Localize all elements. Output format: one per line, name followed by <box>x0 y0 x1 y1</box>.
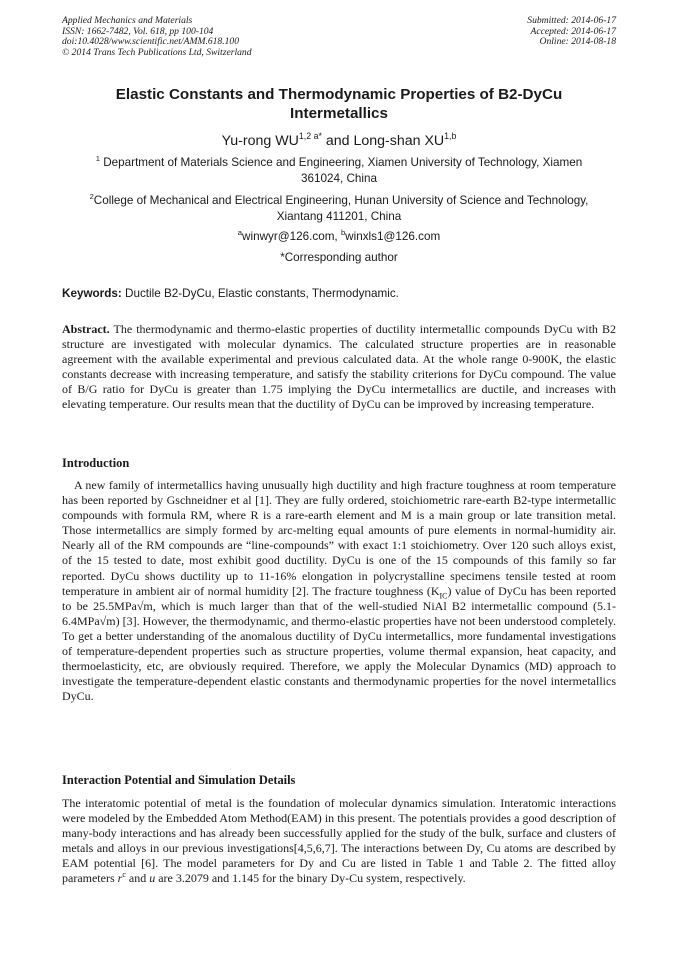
author-1: Yu-rong WU <box>221 133 299 149</box>
rc-superscript: c <box>122 870 126 880</box>
keywords-text: Ductile B2-DyCu, Elastic constants, Thermodynamic. <box>121 287 399 300</box>
author-2-affil: 1,b <box>444 131 457 141</box>
title-line-1: Elastic Constants and Thermodynamic Properties of B2-DyCu <box>115 86 563 103</box>
interaction-potential-heading: Interaction Potential and Simulation Details <box>62 773 296 787</box>
u-symbol: u <box>149 871 156 886</box>
interaction-text-1: The interatomic potential of metal is the foundation of molecular dynamics simulation. Interatomic interactions were modeled by the Embedded Atom Method(EAM) in this present. The potentials provides a good description of many-body interactions and has already been successfully applied for the study of the bulk, surface and clusters of metals and alloys in our previous investigations[4,5,6,7]. The interactions between Dy, Cu atoms are described by EAM potential [6]. The model parameters for Dy and Cu are listed in Table 1 and Table 2. The fitted alloy parameters <box>62 796 616 886</box>
author-conjunction: and <box>321 133 354 149</box>
accepted-date: Accepted: 2014-06-17 <box>530 25 616 37</box>
interaction-text-2: are 3.2079 and 1.145 for the binary Dy-Cu system, respectively. <box>155 871 466 886</box>
author-emails <box>62 229 616 245</box>
affiliation-1-line-2: 361024, China <box>300 172 378 185</box>
introduction-text-1: A new family of intermetallics having unusually high ductility and high fracture toughness at room temperature has been reported by Gschneidner et al [1]. They are fully ordered, stoichiometric rare-earth B2-type intermetallic compounds with formula RM, where R is a rare-earth element and M is a main group or late transition metal. Those intermetallics are simply formed by arc-melting equal amounts of pure elements in normal-humidity air. Nearly all of the RM compounds are “line-compounds” with exact 1:1 stoichiometry. Over 120 such alloys exist, of the 15 tested to date, most exhibit good ductility. DyCu is one of the 15 compounds of this family so far reported. DyCu shows ductility up to 11-16% elongation in polycrystalline specimens tensile tested at room temperature in ambient air of normal humidity [2]. The fracture toughness (K <box>62 478 616 598</box>
online-date: Online: 2014-08-18 <box>539 36 616 48</box>
affiliation-2 <box>62 193 616 225</box>
introduction-paragraph <box>62 478 616 704</box>
kic-subscript: IC <box>439 591 448 601</box>
keywords <box>62 287 399 301</box>
submission-dates <box>527 16 616 48</box>
affiliation-2-line-2: Xiantang 411201, China <box>276 210 402 223</box>
doi-line: doi:10.4028/www.scientific.net/AMM.618.100 <box>62 36 240 48</box>
author-2: Long-shan XU <box>353 133 445 149</box>
abstract-label: Abstract. <box>62 322 110 336</box>
affiliation-1 <box>62 155 616 187</box>
author-list <box>62 133 616 150</box>
affiliation-1-marker: 1 <box>95 154 100 163</box>
title-line-2: Intermetallics <box>290 105 388 122</box>
abstract <box>62 322 616 413</box>
email-b[interactable]: winxls1@126.com <box>345 230 441 243</box>
submitted-date: Submitted: 2014-06-17 <box>527 15 616 26</box>
keywords-label: Keywords: <box>62 287 122 300</box>
journal-info <box>62 16 252 58</box>
affiliation-1-line-1: Department of Materials Science and Engineering, Xiamen University of Technology, Xiamen <box>99 156 583 169</box>
affiliation-2-line-1: College of Mechanical and Electrical Engineering, Hunan University of Science and Technology, <box>93 194 589 207</box>
interaction-potential-paragraph <box>62 796 616 887</box>
and-word: and <box>125 871 150 886</box>
issn-line: ISSN: 1662-7482, Vol. 618, pp 100-104 <box>62 25 214 37</box>
email-a[interactable]: winwyr@126.com, <box>242 230 341 243</box>
paper-title <box>62 85 616 123</box>
abstract-text: The thermodynamic and thermo-elastic properties of ductility intermetallic compounds DyCu with B2 structure are investigated with molecular dynamics. The calculated structure properties are in reasonable agreement with the available experimental and previous calculated data. At the whole range 0-900K, the elastic constants decrease with increasing temperature, and satisfy the stability criterions for DyCu compound. The value of B/G ratio for DyCu is greater than 1.75 implying the DyCu intermetallics are ductile, and increases with elevating temperature. Our results mean that the ductility of DyCu can be improved by increasing temperature. <box>62 322 616 412</box>
introduction-text-2: ) value of DyCu has been reported to be 25.5MPa√m, which is much larger than that of the well-studied NiAl B2 intermetallic compound (5.1-6.4MPa√m) [3]. However, the thermodynamic, and thermo-elastic properties have not been understood completely. To get a better understanding of the anomalous ductility of DyCu intermetallics, more fundamental investigations of temperature-dependent properties such as structure properties, volume thermal expansion, heat capacity, and thermoelasticity, etc, are obviously required. Therefore, we apply the Molecular Dynamics (MD) approach to investigate the temperature-dependent elastic constants and thermodynamic properties for the novel intermetallics DyCu. <box>62 583 616 704</box>
email-b-marker: b <box>340 228 346 237</box>
email-a-marker: a <box>237 228 243 237</box>
author-1-affil: 1,2 a* <box>298 131 322 141</box>
rc-symbol: r <box>117 871 123 886</box>
corresponding-author-note: *Corresponding author <box>280 251 398 264</box>
copyright-line: © 2014 Trans Tech Publications Ltd, Switzerland <box>62 46 252 58</box>
introduction-heading: Introduction <box>62 456 130 470</box>
journal-name: Applied Mechanics and Materials <box>62 15 193 26</box>
affiliation-2-marker: 2 <box>89 192 94 201</box>
